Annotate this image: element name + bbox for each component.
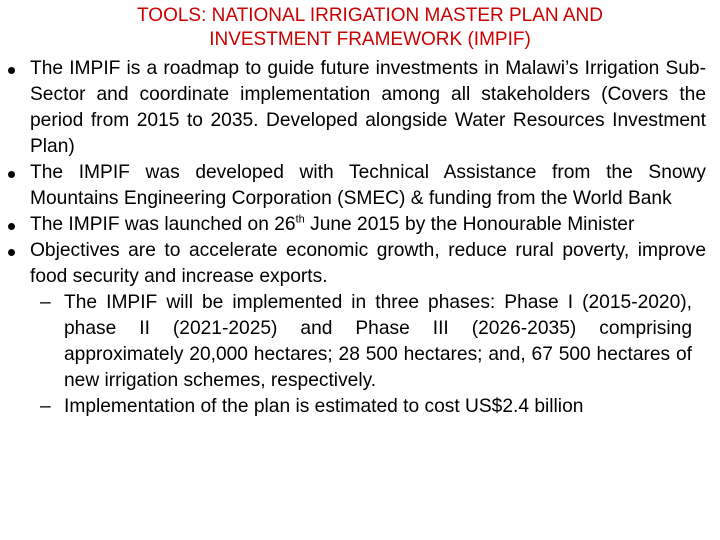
ordinal-suffix: th [295, 213, 305, 226]
bullet-list [0, 56, 720, 420]
slide-title-line-1: TOOLS: NATIONAL IRRIGATION MASTER PLAN AND [137, 5, 603, 26]
bullet-item-objectives [0, 238, 720, 420]
bullet-item-launch [0, 212, 720, 238]
bullet-text: The IMPIF is a roadmap to guide future investments in Malawi’s Irrigation Sub-Sector and coordinate implementation among all stakeholders (Covers the period from 2015 to 2035. Developed alongside Water Resources Investment Plan) [30, 58, 706, 157]
bullet-dot-icon [8, 67, 15, 74]
bullet-text: The IMPIF was developed with Technical Assistance from the Snowy Mountains Engineering Corporation (SMEC) & funding from the World Bank [30, 162, 706, 209]
bullet-text: Objectives are to accelerate economic growth, reduce rural poverty, improve food security and increase exports. [30, 240, 706, 287]
sub-bullet-list [0, 290, 706, 420]
sub-item-cost [0, 394, 706, 420]
slide-title [30, 4, 710, 52]
bullet-dot-icon [8, 249, 15, 256]
bullet-item-technical-assistance [0, 160, 720, 212]
dash-icon: – [40, 292, 51, 313]
bullet-item-roadmap [0, 56, 720, 160]
bullet-text-before: The IMPIF was launched on 26 [30, 214, 296, 235]
bullet-dot-icon [8, 223, 15, 230]
sub-item-text: The IMPIF will be implemented in three phases: Phase I (2015-2020), phase II (2021-2025) and Phase III (2026-2035) comprising approximately 20,000 hectares; 28 500 hectares; and, 67 500 hectares of new irrigation schemes, respectively. [64, 292, 692, 391]
slide-title-line-2: INVESTMENT FRAMEWORK (IMPIF) [209, 29, 531, 50]
sub-item-phases [0, 290, 706, 394]
bullet-text-after: June 2015 by the Honourable Minister [304, 214, 635, 235]
dash-icon: – [40, 396, 51, 417]
sub-item-text: Implementation of the plan is estimated to cost US$2.4 billion [64, 396, 584, 417]
bullet-dot-icon [8, 171, 15, 178]
